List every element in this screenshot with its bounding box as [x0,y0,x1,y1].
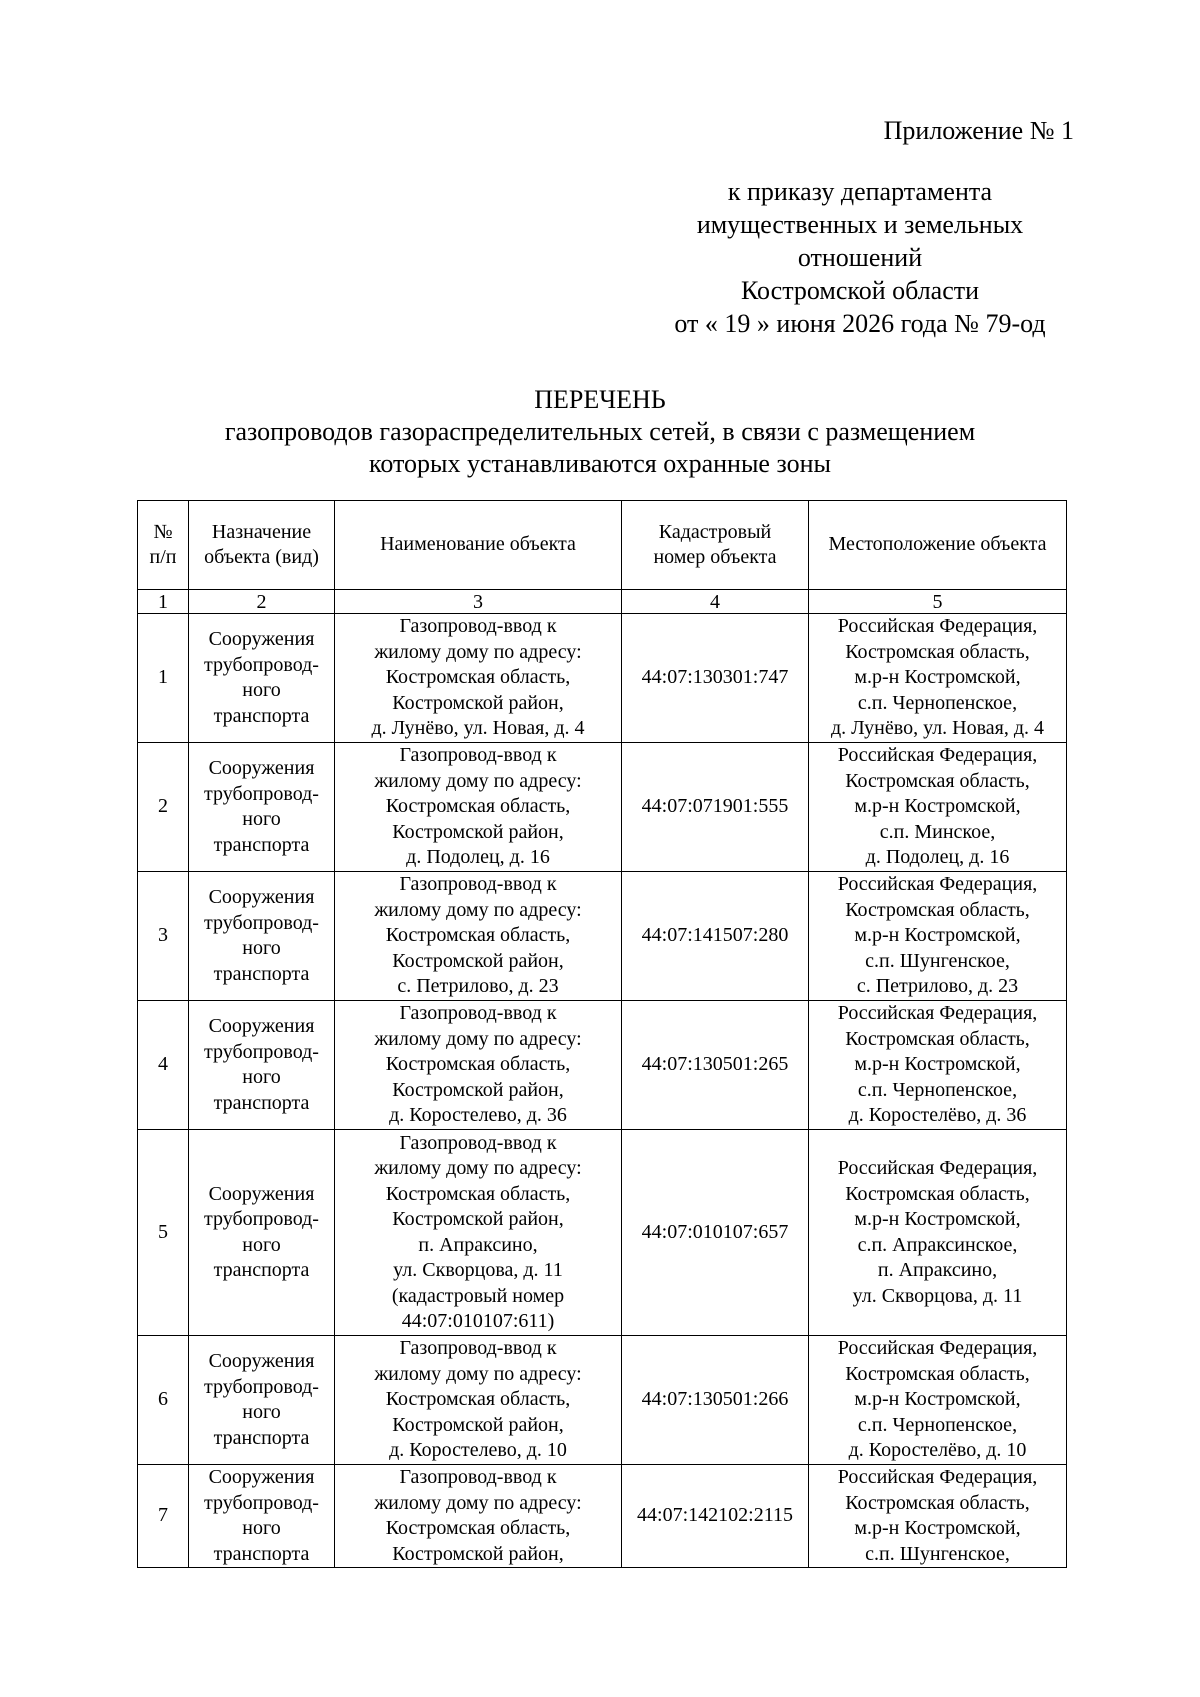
table-header-row [138,501,1067,590]
object-name-line: Газопровод-ввод к [399,873,557,896]
object-location-line: Российская Федерация, [837,1337,1038,1360]
object-name-line: Костромская область, [385,924,571,947]
object-location-line: м.р-н Костромской, [854,1517,1021,1539]
object-purpose-line: транспорта [213,1542,310,1565]
object-location-line: Костромская область, [845,898,1030,921]
object-purpose [189,1465,335,1568]
object-location-line: с.п. Шунгенское, [865,1542,1010,1565]
object-name-line: Костромская область, [385,1388,571,1411]
object-name-line: Костромская область, [385,1182,571,1205]
object-location-line: Костромская область, [845,1182,1030,1205]
table-row [138,614,1067,743]
object-name-line: Костромская область, [385,795,571,818]
row-number: 4 [138,1001,189,1130]
object-location-line: Российская Федерация, [837,873,1038,896]
column-number: 2 [189,590,335,614]
object-location [809,1130,1067,1336]
table-row [138,743,1067,872]
object-location [809,743,1067,872]
object-location-line: ул. Скворцова, д. 11 [852,1284,1023,1307]
object-purpose-line: трубопровод- [204,1208,319,1230]
object-name-line: Костромской район, [392,1542,564,1565]
object-location-line: Российская Федерация, [837,744,1038,767]
column-header-number: № п/п [138,501,189,590]
order-line: имущественных и земельных [696,210,1024,239]
pipeline-table [137,500,1067,1568]
object-name [335,1465,622,1568]
object-name-line: жилому дому по адресу: [374,898,582,921]
object-location-line: д. Подолец, д. 16 [865,846,1010,869]
order-line: Костромской области [740,276,980,305]
cadastral-number: 44:07:130301:747 [622,614,809,743]
table-body [138,614,1067,1568]
object-location-line: п. Апраксино, [877,1259,998,1281]
object-purpose-line: транспорта [213,1259,310,1281]
object-location-line: Российская Федерация, [837,615,1038,638]
object-name-line: ул. Скворцова, д. 11 [393,1259,563,1281]
object-purpose-line: Сооружения [208,1015,315,1037]
row-number: 2 [138,743,189,872]
order-line: отношений [797,243,923,272]
object-purpose-line: ного [242,1233,281,1256]
object-location-line: д. Лунёво, ул. Новая, д. 4 [830,717,1045,740]
object-purpose-line: трубопровод- [204,782,319,805]
object-location-line: Костромская область, [845,769,1030,792]
row-number: 7 [138,1465,189,1568]
object-purpose-line: трубопровод- [204,1491,319,1514]
object-location [809,614,1067,743]
object-location [809,872,1067,1001]
object-location-line: Российская Федерация, [837,1157,1038,1179]
cadastral-number: 44:07:130501:266 [622,1336,809,1465]
object-name-line: (кадастровый номер [391,1284,565,1307]
object-location-line: д. Коростелёво, д. 10 [848,1439,1027,1462]
row-number: 5 [138,1130,189,1336]
cadastral-number: 44:07:010107:657 [622,1130,809,1336]
object-name-line: Костромская область, [385,1517,571,1539]
object-name-line: жилому дому по адресу: [374,1027,582,1050]
object-name [335,1336,622,1465]
object-name-line: Костромской район, [392,1208,564,1230]
object-name-line: Костромской район, [392,949,564,972]
cadastral-number: 44:07:130501:265 [622,1001,809,1130]
object-name-line: Газопровод-ввод к [399,1337,557,1360]
object-purpose [189,1336,335,1465]
column-number: 3 [335,590,622,614]
cadastral-number: 44:07:071901:555 [622,743,809,872]
order-reference [600,175,1120,340]
column-header-purpose: Назначение объекта (вид) [189,501,335,590]
object-name-line: п. Апраксино, [418,1233,538,1256]
object-name-line: Костромской район, [392,1078,564,1101]
object-location-line: Костромская область, [845,1491,1030,1514]
object-name-line: д. Коростелево, д. 36 [389,1104,567,1127]
order-line: к приказу департамента [727,177,993,206]
object-name-line: Костромской район, [392,1413,564,1436]
object-purpose [189,743,335,872]
object-name-line: д. Подолец, д. 16 [406,846,550,869]
object-purpose-line: ного [242,1066,281,1088]
object-name-line: Газопровод-ввод к [399,615,557,638]
object-name-line: Газопровод-ввод к [399,1002,557,1025]
row-number: 1 [138,614,189,743]
object-location-line: Российская Федерация, [837,1466,1038,1488]
object-name-line: жилому дому по адресу: [374,1362,582,1385]
object-purpose [189,614,335,743]
document-title [100,384,1100,480]
table-row [138,1336,1067,1465]
object-location-line: Костромская область, [845,640,1030,663]
object-purpose-line: транспорта [213,833,310,856]
object-purpose-line: транспорта [213,704,310,727]
object-location [809,1465,1067,1568]
table-row [138,872,1067,1001]
object-purpose-line: трубопровод- [204,911,319,934]
column-header-location: Местоположение объекта [809,501,1067,590]
object-location-line: с.п. Апраксинское, [857,1233,1018,1256]
object-name-line: жилому дому по адресу: [374,1491,582,1514]
object-purpose-line: ного [242,679,281,701]
object-location-line: м.р-н Костромской, [854,1208,1021,1230]
object-name [335,614,622,743]
object-purpose-line: транспорта [213,962,310,985]
object-purpose-line: ного [242,937,281,959]
object-name-line: 44:07:010107:611) [401,1310,555,1332]
object-location [809,1001,1067,1130]
object-purpose-line: Сооружения [208,628,315,650]
object-name-line: Газопровод-ввод к [399,744,557,767]
cadastral-number: 44:07:141507:280 [622,872,809,1001]
object-location-line: м.р-н Костромской, [854,666,1021,689]
object-purpose-line: ного [242,1517,281,1539]
object-purpose-line: ного [242,808,281,830]
object-name [335,1130,622,1336]
object-location-line: с.п. Чернопенское, [857,1413,1018,1436]
title-line: газопроводов газораспределительных сетей, в связи с размещением [224,417,976,446]
object-purpose [189,1001,335,1130]
object-location-line: с.п. Чернопенское, [857,1078,1018,1101]
row-number: 6 [138,1336,189,1465]
row-number: 3 [138,872,189,1001]
object-location-line: м.р-н Костромской, [854,1388,1021,1411]
object-purpose-line: ного [242,1401,281,1423]
object-location-line: с.п. Шунгенское, [865,949,1010,972]
table-row [138,1130,1067,1336]
column-number: 4 [622,590,809,614]
object-name-line: жилому дому по адресу: [374,1157,582,1179]
object-location-line: с. Петрилово, д. 23 [856,975,1019,998]
object-location-line: м.р-н Костромской, [854,795,1021,818]
object-name-line: жилому дому по адресу: [374,640,582,663]
object-name-line: Костромской район, [392,820,564,843]
object-purpose-line: Сооружения [208,757,315,779]
object-purpose-line: транспорта [213,1091,310,1114]
object-location-line: Российская Федерация, [837,1002,1038,1025]
title-heading: ПЕРЕЧЕНЬ [534,385,666,414]
object-name [335,872,622,1001]
object-purpose [189,1130,335,1336]
object-name-line: Костромская область, [385,666,571,689]
column-number-row [138,590,1067,614]
object-name-line: Костромская область, [385,1053,571,1076]
object-purpose-line: трубопровод- [204,1375,319,1398]
object-location [809,1336,1067,1465]
column-number: 5 [809,590,1067,614]
object-location-line: Костромская область, [845,1362,1030,1385]
object-name [335,743,622,872]
object-name-line: д. Коростелево, д. 10 [389,1439,567,1462]
object-name-line: Газопровод-ввод к [399,1131,557,1154]
column-header-name: Наименование объекта [335,501,622,590]
object-name-line: с. Петрилово, д. 23 [397,975,559,998]
order-line: от « 19 » июня 2026 года № 79-од [674,309,1046,338]
object-location-line: с.п. Чернопенское, [857,691,1018,714]
appendix-label: Приложение № 1 [883,116,1074,145]
cadastral-number: 44:07:142102:2115 [622,1465,809,1568]
object-name-line: жилому дому по адресу: [374,769,582,792]
object-name-line: д. Лунёво, ул. Новая, д. 4 [371,717,585,740]
object-location-line: Костромская область, [845,1027,1030,1050]
object-purpose-line: трубопровод- [204,653,319,676]
object-purpose-line: Сооружения [208,1466,315,1488]
object-purpose-line: трубопровод- [204,1040,319,1063]
object-name [335,1001,622,1130]
object-name-line: Костромской район, [392,691,564,714]
object-purpose [189,872,335,1001]
object-name-line: Газопровод-ввод к [399,1466,557,1488]
column-number: 1 [138,590,189,614]
object-location-line: м.р-н Костромской, [854,1053,1021,1076]
table-row [138,1465,1067,1568]
table-row [138,1001,1067,1130]
object-purpose-line: Сооружения [208,1350,315,1372]
column-header-cadastral: Кадастровый номер объекта [622,501,809,590]
object-purpose-line: Сооружения [208,886,315,908]
object-location-line: м.р-н Костромской, [854,924,1021,947]
title-line: которых устанавливаются охранные зоны [369,449,831,478]
object-location-line: д. Коростелёво, д. 36 [848,1104,1027,1127]
object-purpose-line: транспорта [213,1426,310,1449]
object-purpose-line: Сооружения [208,1182,315,1205]
object-location-line: с.п. Минское, [879,820,996,843]
